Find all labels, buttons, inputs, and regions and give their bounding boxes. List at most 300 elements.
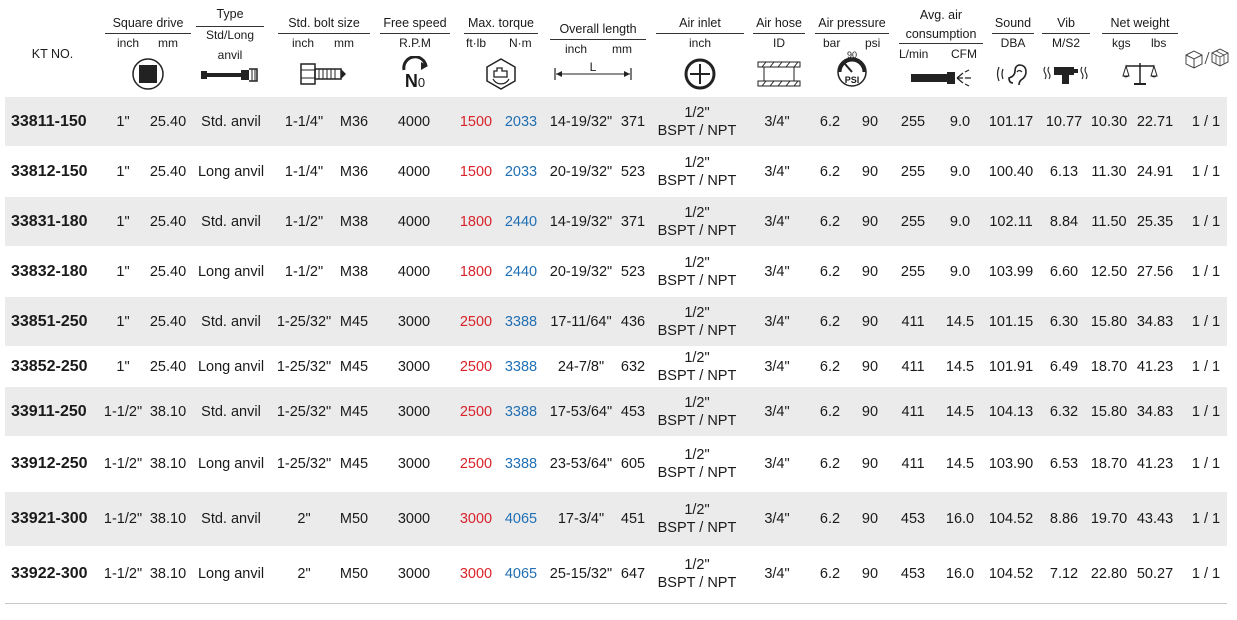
air-inlet-thread: BSPT / NPT (657, 122, 737, 139)
square-drive-mm: 25.40 (149, 113, 187, 130)
table-row (5, 347, 1227, 387)
length-inch: 20-19/32" (549, 163, 613, 180)
air-inlet (653, 197, 741, 246)
free-speed-rpm: 4000 (397, 213, 431, 230)
weight-kgs: 15.80 (1090, 403, 1128, 420)
length-mm: 371 (620, 113, 646, 130)
length-inch: 24-7/8" (557, 358, 605, 375)
consumption-lmin: 453 (900, 566, 926, 582)
torque-ftlb: 2500 (459, 358, 493, 375)
weight-lbs: 41.23 (1136, 358, 1174, 375)
length-inch: 17-53/64" (549, 403, 613, 420)
free-speed-rpm: 4000 (397, 113, 431, 130)
length-mm-label: mm (612, 42, 632, 56)
air-hose-id: 3/4" (764, 313, 790, 330)
torque-nm: 2440 (504, 263, 538, 280)
package-qty: 1 / 1 (1191, 511, 1221, 527)
vib-title: Vib (1057, 16, 1075, 30)
vibration: 6.13 (1049, 163, 1079, 180)
square-drive-inch: 1" (116, 213, 130, 230)
package-qty: 1 / 1 (1191, 358, 1221, 375)
header-divider (992, 33, 1034, 34)
consumption-cfm-label: CFM (951, 47, 977, 61)
consumption-lmin: 255 (900, 163, 926, 180)
sound-title: Sound (994, 16, 1032, 30)
pressure-bar: 6.2 (819, 566, 841, 582)
torque-ftlb: 2500 (459, 403, 493, 420)
torque-ftlb: 2500 (459, 313, 493, 330)
length-mm: 453 (620, 403, 646, 420)
sound-dba: 101.15 (988, 313, 1034, 330)
vibration: 8.84 (1049, 213, 1079, 230)
net-weight-title: Net weight (1110, 16, 1170, 30)
type-title: Type (216, 7, 244, 21)
pressure-psi: 90 (861, 213, 879, 230)
header-net-weight (1100, 0, 1180, 97)
kt-number: 33831-180 (11, 212, 88, 230)
square-drive-inch-label: inch (117, 36, 140, 50)
weight-lbs: 25.35 (1136, 213, 1174, 230)
air-flow-icon (897, 66, 985, 90)
weight-kgs: 15.80 (1090, 313, 1128, 330)
pressure-psi: 90 (861, 113, 879, 130)
pressure-psi: 90 (861, 511, 879, 527)
sound-dba: 101.17 (988, 113, 1034, 130)
air-inlet-size: 1/2" (684, 304, 710, 321)
air-inlet (653, 437, 741, 491)
consumption-cfm: 14.5 (945, 358, 975, 375)
table-row (5, 97, 1227, 147)
pressure-bar: 6.2 (819, 163, 841, 180)
consumption-title: Avg. air (919, 8, 963, 22)
air-inlet-size: 1/2" (684, 502, 710, 518)
air-hose-id: 3/4" (764, 358, 790, 375)
package-qty: 1 / 1 (1191, 213, 1221, 230)
package-qty: 1 / 1 (1191, 263, 1221, 280)
package-qty: 1 / 1 (1191, 113, 1221, 130)
torque-icon (462, 56, 540, 92)
header-type (196, 0, 264, 97)
consumption-lmin: 255 (900, 113, 926, 130)
air-inlet-thread: BSPT / NPT (657, 172, 737, 189)
header-divider (899, 43, 983, 44)
torque-ftlb: 3000 (459, 511, 493, 527)
air-inlet (653, 387, 741, 436)
length-mm: 605 (620, 456, 646, 472)
sound-dba: 104.52 (988, 511, 1034, 527)
header-divider (380, 33, 450, 34)
square-drive-mm: 38.10 (149, 456, 187, 472)
pressure-bar: 6.2 (819, 511, 841, 527)
free-speed-rpm: 3000 (397, 511, 431, 527)
free-speed-rpm: 3000 (397, 566, 431, 582)
pressure-psi: 90 (861, 456, 879, 472)
pressure-bar: 6.2 (819, 113, 841, 130)
pressure-bar: 6.2 (819, 263, 841, 280)
weight-kgs: 22.80 (1090, 566, 1128, 582)
air-inlet-size: 1/2" (684, 557, 710, 573)
air-hose-id: 3/4" (764, 403, 790, 420)
length-mm: 523 (620, 163, 646, 180)
header-divider (464, 33, 538, 34)
square-drive-title: Square drive (112, 16, 184, 30)
sound-dba: 103.99 (988, 263, 1034, 280)
weight-lbs: 41.23 (1136, 456, 1174, 472)
air-hose-title: Air hose (756, 16, 802, 30)
length-mm: 436 (620, 313, 646, 330)
sound-dba: 104.52 (988, 566, 1034, 582)
air-inlet (653, 147, 741, 196)
air-inlet-size: 1/2" (684, 104, 710, 121)
bolt-size-inch: 2" (297, 566, 311, 582)
sound-dba: 101.91 (988, 358, 1034, 375)
free-speed-rpm: 3000 (397, 313, 431, 330)
length-mm: 451 (620, 511, 646, 527)
ear-icon (990, 56, 1036, 92)
air-pressure-title: Air pressure (818, 16, 886, 30)
vibration: 6.49 (1049, 358, 1079, 375)
torque-ftlb: 3000 (459, 566, 493, 582)
pressure-psi: 90 (861, 263, 879, 280)
consumption-lmin: 255 (900, 213, 926, 230)
gauge-value: 90 (846, 50, 857, 60)
consumption-lmin: 411 (901, 358, 925, 375)
hose-icon (751, 56, 807, 92)
type-sub-label: Std/Long (205, 28, 255, 42)
pressure-bar: 6.2 (819, 313, 841, 330)
header-divider (815, 33, 889, 34)
vib-unit-label: M/S2 (1051, 36, 1080, 50)
bolt-size-inch: 1-25/32" (276, 358, 332, 375)
square-drive-mm: 25.40 (149, 213, 187, 230)
air-inlet (653, 492, 741, 546)
header-free-speed (378, 0, 452, 97)
weight-lbs: 27.56 (1136, 263, 1174, 280)
weight-kgs: 18.70 (1090, 358, 1128, 375)
bolt-size-mm: M50 (339, 511, 369, 527)
length-mm: 371 (620, 213, 646, 230)
table-row (5, 147, 1227, 197)
header-kt-no (5, 0, 100, 97)
square-drive-inch: 1" (116, 163, 130, 180)
air-inlet-icon (654, 56, 746, 92)
weight-lbs: 43.43 (1136, 511, 1174, 527)
speed-icon-n: N (404, 71, 418, 91)
air-hose-id-label: ID (773, 36, 785, 50)
square-drive-inch: 1-1/2" (103, 566, 143, 582)
length-dimension-label: L (589, 60, 597, 74)
bolt-size-mm: M38 (339, 263, 369, 280)
torque-ftlb-label: ft·lb (466, 36, 487, 50)
length-inch: 23-53/64" (549, 456, 613, 472)
consumption-title-2: consumption (905, 27, 977, 41)
square-drive-inch: 1-1/2" (103, 511, 143, 527)
header-divider (105, 33, 191, 34)
consumption-lmin: 255 (900, 263, 926, 280)
weight-kgs: 11.50 (1091, 213, 1127, 230)
air-hose-id: 3/4" (764, 511, 790, 527)
bolt-size-inch: 1-25/32" (276, 456, 332, 472)
free-speed-rpm: 3000 (397, 403, 431, 420)
bolt-size-inch: 1-25/32" (276, 403, 332, 420)
weight-kgs: 10.30 (1090, 113, 1128, 130)
length-inch: 25-15/32" (549, 566, 613, 582)
kt-number: 33922-300 (11, 565, 88, 582)
weight-lbs: 34.83 (1136, 403, 1174, 420)
weight-lbs: 22.71 (1136, 113, 1174, 130)
bolt-size-mm: M45 (339, 313, 369, 330)
square-drive-icon (103, 56, 193, 92)
square-drive-inch: 1" (116, 313, 130, 330)
air-inlet (653, 247, 741, 296)
consumption-cfm: 9.0 (949, 263, 971, 280)
consumption-cfm: 9.0 (949, 163, 971, 180)
bolt-size-inch: 2" (297, 511, 311, 527)
kt-number: 33912-250 (11, 455, 88, 472)
pressure-psi: 90 (861, 358, 879, 375)
pressure-psi: 90 (861, 566, 879, 582)
kt-number: 33811-150 (11, 112, 87, 130)
vibration: 7.12 (1049, 566, 1079, 582)
bolt-size-title: Std. bolt size (288, 16, 360, 30)
bolt-size-mm: M38 (339, 213, 369, 230)
header-vib (1040, 0, 1092, 97)
bolt-size-inch: 1-1/2" (284, 263, 324, 280)
weight-kgs: 12.50 (1090, 263, 1128, 280)
consumption-lmin: 411 (901, 313, 925, 330)
header-overall-length (548, 0, 648, 97)
torque-nm: 2033 (504, 163, 538, 180)
sound-dba: 103.90 (988, 456, 1034, 472)
air-inlet-inch-label: inch (688, 36, 711, 50)
air-hose-id: 3/4" (764, 456, 790, 472)
table-row (5, 547, 1227, 602)
kt-number: 33852-250 (11, 357, 88, 375)
square-drive-inch: 1" (116, 358, 130, 375)
anvil-type: Long anvil (197, 263, 265, 280)
speed-icon-zero: 0 (417, 75, 426, 90)
air-inlet-size: 1/2" (684, 154, 710, 171)
kt-number: 33921-300 (11, 510, 88, 527)
pressure-psi: 90 (861, 163, 879, 180)
air-hose-id: 3/4" (764, 263, 790, 280)
length-inch: 20-19/32" (549, 263, 613, 280)
pressure-bar: 6.2 (819, 403, 841, 420)
overall-length-title: Overall length (559, 22, 637, 36)
table-row (5, 197, 1227, 247)
header-bolt-size (276, 0, 372, 97)
bolt-icon (276, 56, 372, 92)
air-inlet-thread: BSPT / NPT (657, 575, 737, 591)
free-speed-rpm: 3000 (397, 358, 431, 375)
vibration: 8.86 (1049, 511, 1079, 527)
package-qty: 1 / 1 (1191, 456, 1221, 472)
bolt-size-mm: M45 (339, 456, 369, 472)
header-divider (1042, 33, 1090, 34)
air-inlet-thread: BSPT / NPT (657, 412, 737, 429)
air-hose-id: 3/4" (764, 213, 790, 230)
torque-ftlb: 2500 (459, 456, 493, 472)
header-package (1182, 0, 1232, 97)
bolt-size-inch: 1-1/4" (284, 113, 324, 130)
kt-number: 33832-180 (11, 262, 88, 280)
free-speed-rpm: 3000 (397, 456, 431, 472)
square-drive-mm: 38.10 (149, 566, 187, 582)
air-inlet-size: 1/2" (684, 204, 710, 221)
square-drive-mm: 25.40 (149, 163, 187, 180)
consumption-lmin: 411 (901, 456, 925, 472)
square-drive-inch: 1" (116, 113, 130, 130)
square-drive-inch: 1-1/2" (103, 403, 143, 420)
air-inlet-thread: BSPT / NPT (657, 520, 737, 536)
length-inch: 17-11/64" (550, 313, 612, 330)
bolt-size-mm: M36 (339, 113, 369, 130)
kt-number: 33851-250 (11, 312, 88, 330)
consumption-cfm: 14.5 (945, 313, 975, 330)
square-drive-mm-label: mm (158, 36, 178, 50)
bolt-size-mm: M45 (339, 403, 369, 420)
torque-ftlb: 1800 (459, 263, 493, 280)
table-body (5, 97, 1227, 602)
consumption-lmin: 411 (901, 403, 925, 420)
pressure-psi: 90 (861, 403, 879, 420)
torque-nm: 4065 (504, 511, 538, 527)
bolt-size-mm: M50 (339, 566, 369, 582)
length-inch: 14-19/32" (549, 113, 613, 130)
torque-nm: 3388 (504, 358, 538, 375)
consumption-lmin-label: L/min (899, 47, 929, 61)
torque-ftlb: 1500 (459, 163, 493, 180)
package-icon (1182, 40, 1232, 76)
air-hose-id: 3/4" (764, 566, 790, 582)
kt-no-label: KT NO. (31, 47, 74, 61)
package-qty: 1 / 1 (1191, 313, 1221, 330)
vibration-icon (1040, 56, 1092, 92)
header-air-inlet (654, 0, 746, 97)
weight-lbs: 50.27 (1136, 566, 1174, 582)
pressure-gauge-icon (835, 48, 869, 88)
air-inlet-thread: BSPT / NPT (657, 367, 737, 384)
vibration: 6.53 (1049, 456, 1079, 472)
torque-nm: 3388 (504, 456, 538, 472)
anvil-type: Std. anvil (201, 213, 261, 230)
package-qty: 1 / 1 (1191, 163, 1221, 180)
vibration: 6.30 (1049, 313, 1079, 330)
anvil-type: Std. anvil (201, 113, 261, 130)
header-divider (196, 26, 264, 27)
air-inlet-thread: BSPT / NPT (657, 465, 737, 481)
anvil-type: Long anvil (197, 566, 265, 582)
anvil-type: Long anvil (197, 358, 265, 375)
sound-dba: 102.11 (989, 213, 1033, 230)
weight-kgs: 18.70 (1090, 456, 1128, 472)
square-drive-mm: 25.40 (149, 263, 187, 280)
header-divider (753, 33, 805, 34)
kt-number: 33812-150 (11, 162, 88, 180)
bolt-size-mm: M45 (339, 358, 369, 375)
square-drive-mm: 38.10 (149, 403, 187, 420)
header-square-drive (103, 0, 193, 97)
torque-nm: 4065 (504, 566, 538, 582)
length-inch: 17-3/4" (557, 511, 605, 527)
anvil-type: Long anvil (197, 163, 265, 180)
air-inlet (653, 347, 741, 386)
square-drive-mm: 38.10 (149, 511, 187, 527)
header-divider (550, 39, 646, 40)
consumption-cfm: 14.5 (945, 456, 975, 472)
pressure-bar: 6.2 (819, 213, 841, 230)
air-inlet (653, 97, 741, 146)
table-bottom-rule (5, 603, 1227, 604)
pressure-bar-label: bar (823, 36, 841, 50)
air-hose-id: 3/4" (764, 163, 790, 180)
pressure-psi-label: psi (865, 36, 881, 50)
air-inlet-thread: BSPT / NPT (657, 222, 737, 239)
square-drive-inch: 1" (116, 263, 130, 280)
air-inlet-thread: BSPT / NPT (657, 322, 737, 339)
bolt-size-inch: 1-1/4" (284, 163, 324, 180)
torque-nm: 2033 (504, 113, 538, 130)
consumption-lmin: 453 (900, 511, 926, 527)
sound-dba-label: DBA (1000, 36, 1026, 50)
square-drive-inch: 1-1/2" (103, 456, 143, 472)
type-anvil-label: anvil (217, 48, 243, 62)
header-divider (278, 33, 370, 34)
air-inlet-thread: BSPT / NPT (657, 272, 737, 289)
scale-icon (1100, 56, 1180, 92)
anvil-type: Std. anvil (201, 511, 261, 527)
torque-nm-label: N·m (509, 36, 532, 50)
free-speed-rpm-label: R.P.M (399, 36, 431, 50)
pressure-bar: 6.2 (819, 358, 841, 375)
vibration: 10.77 (1045, 113, 1083, 130)
bolt-size-mm: M36 (339, 163, 369, 180)
table-row (5, 247, 1227, 297)
header-sound (990, 0, 1036, 97)
package-qty: 1 / 1 (1191, 403, 1221, 420)
air-inlet (653, 547, 741, 601)
bolt-size-mm-label: mm (334, 36, 354, 50)
header-consumption (897, 0, 985, 97)
free-speed-rpm: 4000 (397, 263, 431, 280)
table-row (5, 492, 1227, 547)
free-speed-title: Free speed (383, 16, 447, 30)
weight-kgs: 11.30 (1091, 163, 1127, 180)
anvil-type: Std. anvil (201, 403, 261, 420)
air-inlet (653, 297, 741, 346)
length-dimension-icon (554, 58, 632, 82)
sound-dba: 104.13 (988, 403, 1034, 420)
header-max-torque (462, 0, 540, 97)
vibration: 6.60 (1049, 263, 1079, 280)
torque-nm: 3388 (504, 313, 538, 330)
torque-ftlb: 1800 (459, 213, 493, 230)
free-speed-rpm: 4000 (397, 163, 431, 180)
gauge-unit: PSI (844, 75, 860, 85)
bolt-size-inch: 1-25/32" (276, 313, 332, 330)
length-mm: 523 (620, 263, 646, 280)
weight-lbs: 34.83 (1136, 313, 1174, 330)
air-inlet-size: 1/2" (684, 394, 710, 411)
square-drive-mm: 25.40 (149, 313, 187, 330)
length-inch-label: inch (565, 42, 588, 56)
consumption-cfm: 9.0 (949, 213, 971, 230)
torque-nm: 2440 (504, 213, 538, 230)
header-air-hose (751, 0, 807, 97)
table-row (5, 387, 1227, 437)
weight-kgs-label: kgs (1112, 36, 1131, 50)
air-inlet-title: Air inlet (679, 16, 721, 30)
